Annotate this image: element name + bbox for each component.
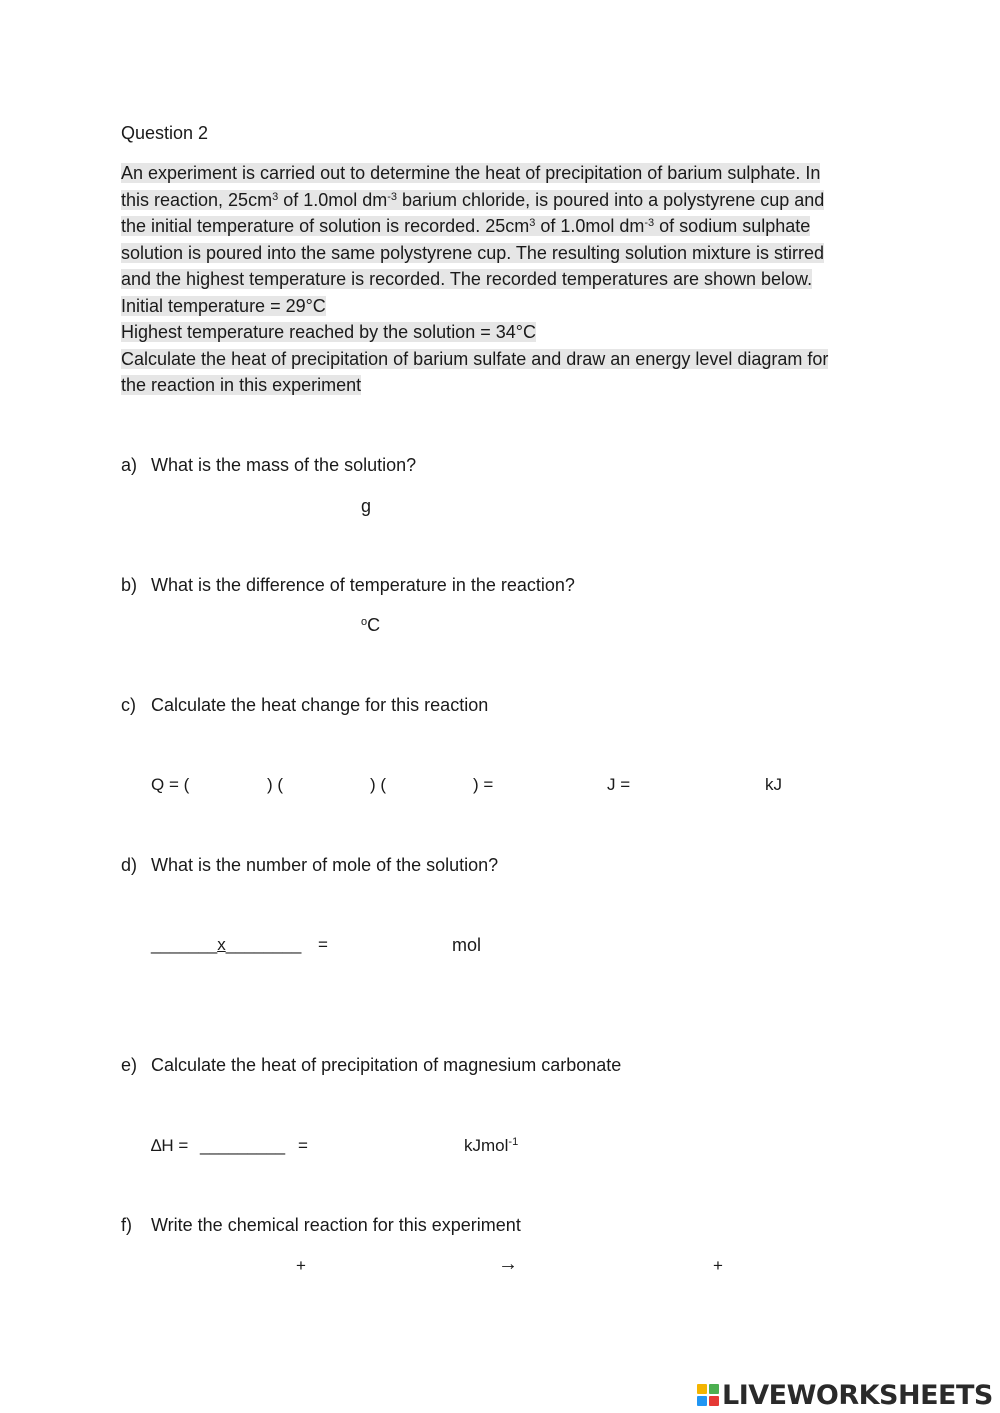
reaction-plus-2: + (713, 1256, 723, 1275)
mole-fraction: _______x________ (151, 935, 302, 954)
intro-line-3: the initial temperature of solution is recorded. $25cm^3$ of 1.0mol $dm^{-3}$ of sodium sulphate (121, 216, 811, 236)
answer-b-unit: $^o$C (361, 615, 381, 635)
delta-h-unit: kJmol$^{-1}$ (464, 1136, 519, 1155)
delta-h-equals: = (298, 1136, 308, 1155)
mole-equals: = (318, 935, 328, 954)
q-formula-kilojoule: kJ (765, 775, 782, 794)
intro-line-5: and the highest temperature is recorded. The recorded temperatures are shown below. (121, 269, 813, 289)
q-formula-open: Q = ( (151, 775, 190, 794)
highest-temperature: Highest temperature reached by the solution = 34°C (121, 322, 536, 342)
intro-paragraph (121, 160, 861, 399)
question-d: d) What is the number of mole of the solution? (121, 855, 499, 875)
question-a: a) What is the mass of the solution? (121, 455, 417, 475)
intro-line-1: An experiment is carried out to determine the heat of precipitation of barium sulphate. In (121, 163, 821, 183)
intro-line-4: solution is poured into the same polystyrene cup. The resulting solution mixture is stirred (121, 242, 825, 263)
question-f: f) Write the chemical reaction for this experiment (121, 1215, 521, 1235)
delta-h-blank: _________ (200, 1136, 286, 1155)
q-formula-paren-1: ) ( (267, 775, 284, 794)
q-formula-paren-2: ) ( (370, 775, 387, 794)
intro-line-2: this reaction, $25cm^3$ of 1.0mol $dm^{-3}$ barium chloride, is poured into a polystyrene cup and (121, 189, 825, 210)
q-formula-joule: J = (607, 775, 631, 794)
reaction-plus-1: + (296, 1256, 306, 1275)
reaction-arrow-icon: → (498, 1253, 518, 1275)
q-formula-paren-3: ) = (473, 775, 494, 794)
question-c: c) Calculate the heat change for this reaction (121, 695, 489, 715)
logo-text: LIVEWORKSHEETS (722, 1379, 993, 1411)
liveworksheets-logo (697, 1378, 993, 1412)
delta-h-label: ∆H = (151, 1136, 189, 1155)
initial-temperature: Initial temperature = 29°C (121, 295, 326, 316)
logo-mark-icon (697, 1384, 719, 1406)
mole-unit: mol (452, 935, 482, 955)
intro-line-9: the reaction in this experiment (121, 375, 362, 395)
question-title: Question 2 (121, 123, 209, 143)
intro-line-8: Calculate the heat of precipitation of barium sulfate and draw an energy level diagram for (121, 348, 829, 369)
answer-a-unit: g (361, 496, 372, 516)
question-b: b) What is the difference of temperature in the reaction? (121, 575, 575, 595)
question-e: e) Calculate the heat of precipitation of magnesium carbonate (121, 1055, 622, 1075)
